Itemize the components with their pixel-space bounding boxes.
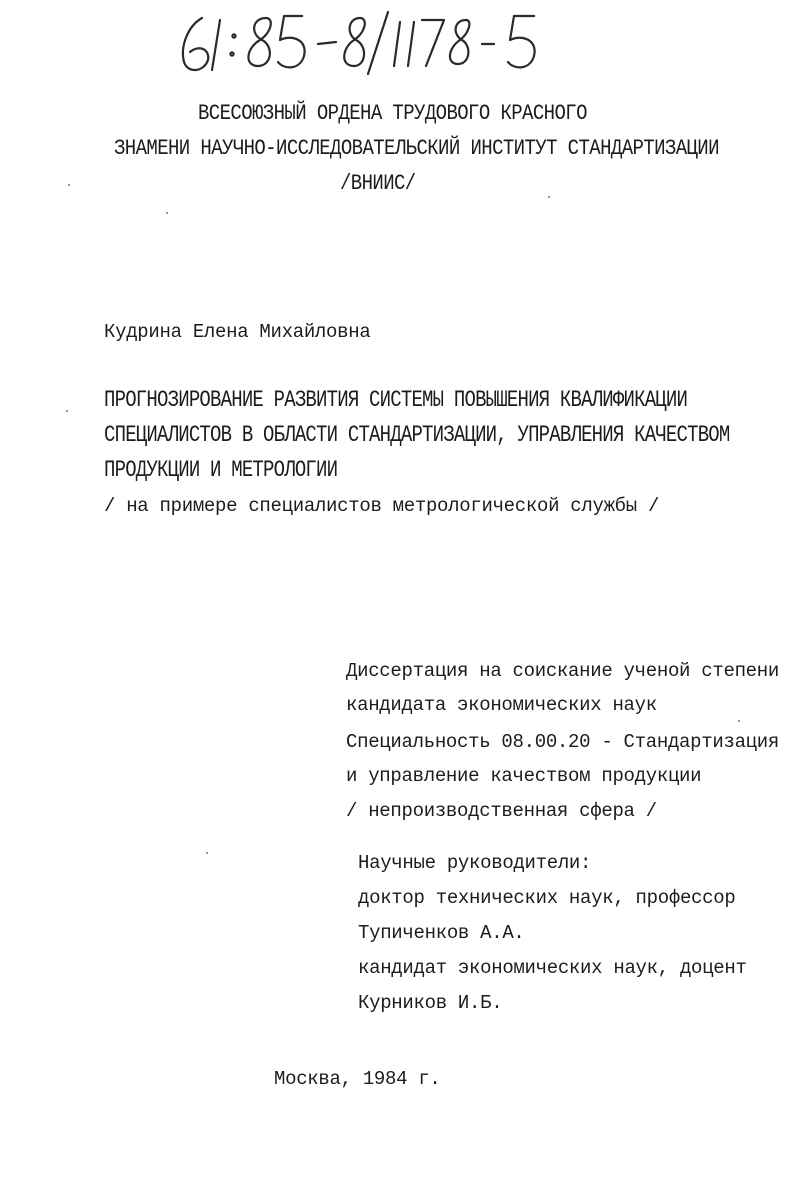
dissertation-line-1: Диссертация на соискание ученой степени [346, 660, 779, 682]
handwriting-image [168, 4, 548, 84]
author-name: Кудрина Елена Михайловна [104, 321, 371, 343]
institution-line-1: ВСЕСОЮЗНЫЙ ОРДЕНА ТРУДОВОГО КРАСНОГО [198, 100, 587, 126]
scan-speck [548, 196, 550, 198]
dissertation-line-2: кандидата экономических наук [346, 694, 657, 716]
place-and-year: Москва, 1984 г. [274, 1068, 441, 1090]
scan-speck [738, 720, 740, 722]
thesis-title-line-3: ПРОДУКЦИИ И МЕТРОЛОГИИ [104, 457, 338, 484]
dissertation-line-4: и управление качеством продукции [346, 765, 702, 787]
supervisor-1-degree: доктор технических наук, профессор [358, 887, 736, 909]
institution-abbreviation: /ВНИИС/ [340, 170, 416, 196]
dissertation-line-5: / непроизводственная сфера / [346, 800, 657, 822]
scan-speck [166, 212, 168, 214]
institution-line-2: ЗНАМЕНИ НАУЧНО-ИССЛЕДОВАТЕЛЬСКИЙ ИНСТИТУТ СТАНДАРТИЗАЦИИ [114, 135, 719, 161]
handwritten-archive-mark [168, 4, 548, 84]
supervisor-1-name: Тупиченков А.А. [358, 922, 525, 944]
dissertation-specialty: Специальность 08.00.20 - Стандартизация [346, 731, 779, 753]
supervisor-2-degree: кандидат экономических наук, доцент [358, 957, 747, 979]
thesis-title-line-2: СПЕЦИАЛИСТОВ В ОБЛАСТИ СТАНДАРТИЗАЦИИ, УПРАВЛЕНИЯ КАЧЕСТВОМ [104, 422, 730, 449]
thesis-subtitle: / на примере специалистов метрологической службы / [104, 495, 660, 517]
scan-speck [206, 852, 208, 854]
scan-speck [66, 410, 68, 412]
thesis-title-line-1: ПРОГНОЗИРОВАНИЕ РАЗВИТИЯ СИСТЕМЫ ПОВЫШЕНИЯ КВАЛИФИКАЦИИ [104, 387, 688, 414]
scan-speck [68, 184, 70, 186]
supervisor-2-name: Курников И.Б. [358, 992, 503, 1014]
supervisors-heading: Научные руководители: [358, 852, 592, 874]
